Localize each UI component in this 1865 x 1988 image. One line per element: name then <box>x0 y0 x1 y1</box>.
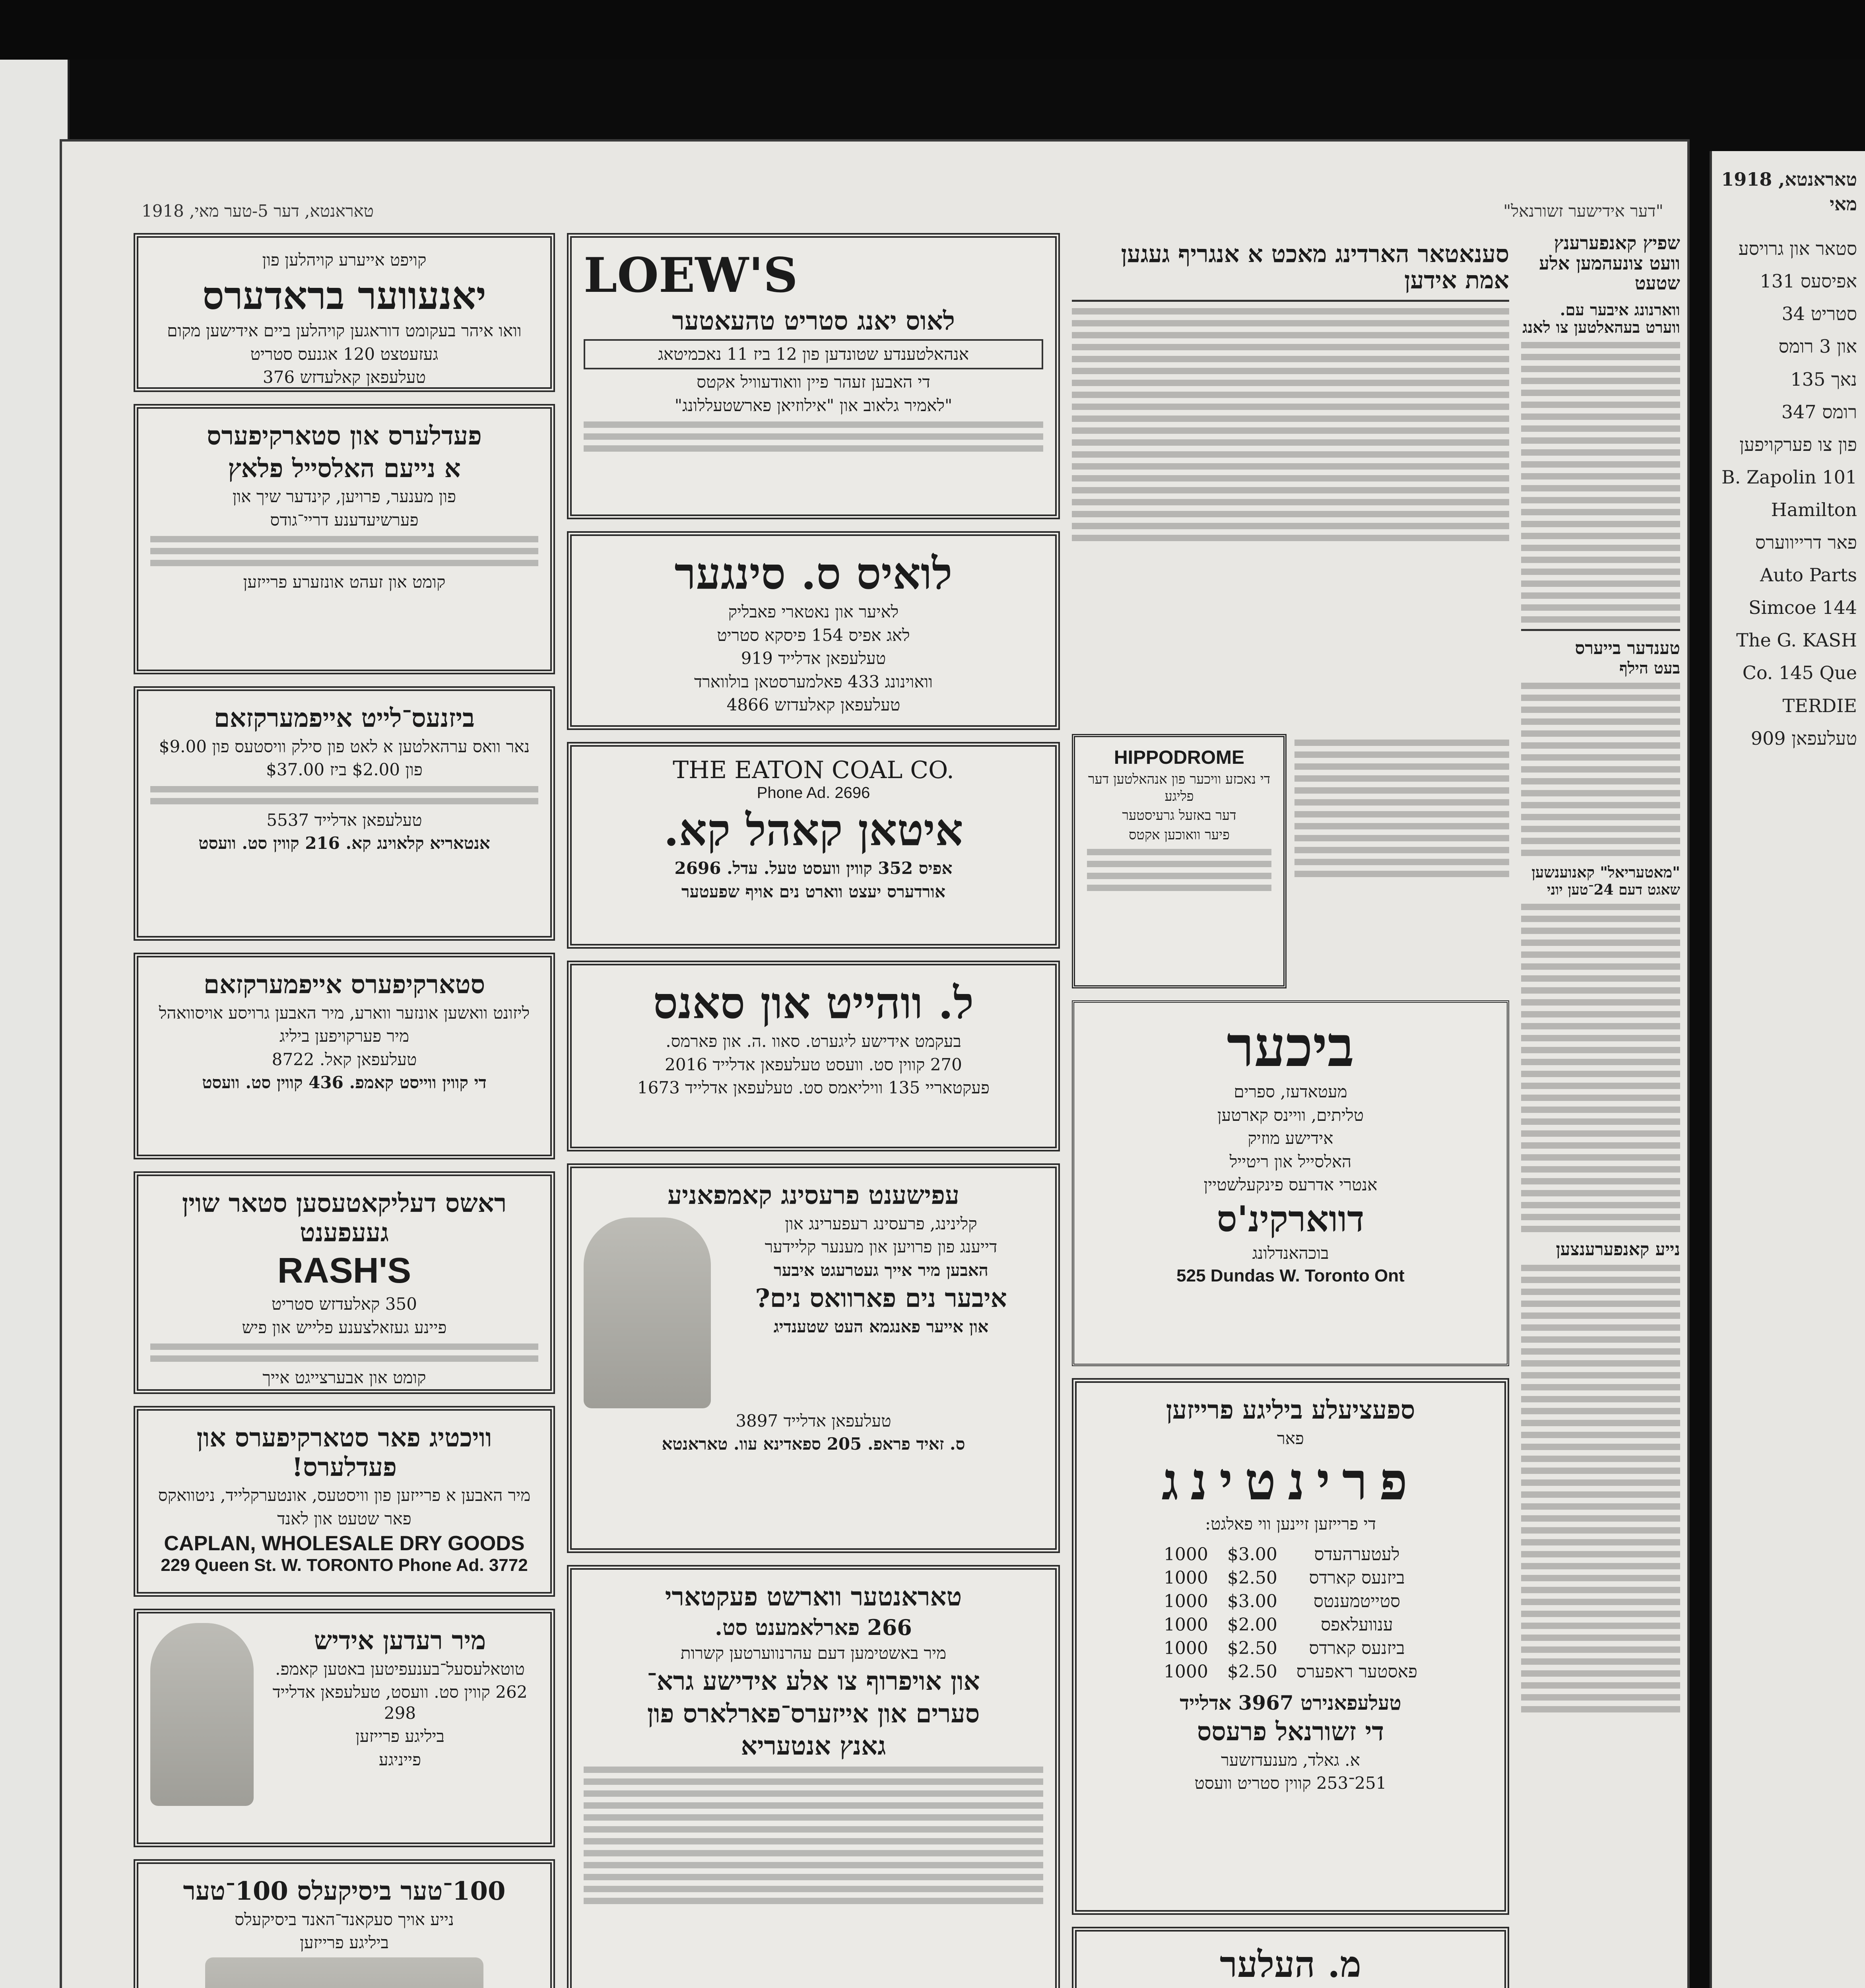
ad-line: איבער נים פארוואס נים? <box>755 1283 1007 1314</box>
ad-brand: RASH'S <box>277 1251 411 1291</box>
price-cell-qty: 1000 <box>1163 1614 1208 1635</box>
newspaper-page <box>60 139 1690 1988</box>
adjacent-line: Auto Parts <box>1760 564 1857 586</box>
ad-title: ביכער <box>1227 1014 1355 1079</box>
divider <box>1521 629 1680 631</box>
ladies-illustration <box>584 1217 711 1408</box>
ad-line: די האבען זעהר פיין וואודעוויל אקטס <box>697 372 930 392</box>
article-body <box>1521 1265 1680 1712</box>
ad-title: 100־טער ביסיקעלס 100־טער <box>183 1876 506 1906</box>
divider <box>1072 300 1509 302</box>
ad-line: קלינינג, פרעסינג רעפערינג און <box>785 1213 977 1233</box>
ad-line: 350 קאלעדזש סטריט <box>272 1294 417 1314</box>
ad-shop-name: דווארקינ'ס <box>1217 1198 1364 1240</box>
ad-line: און אויפרוף צו אלע אידישע גרא־ <box>647 1666 980 1697</box>
ad-title: לואיס ס. סינגער <box>674 548 953 599</box>
ad-footer: פייניגע <box>378 1749 421 1769</box>
price-cell-qty: 1000 <box>1163 1638 1208 1658</box>
price-cell-item: ענוועלאפס <box>1321 1614 1393 1635</box>
ad-line: וואו איהר בעקומט דוראגען קויהלען ביים אידישען מקום <box>167 321 522 341</box>
section-heading: "מאטעריאל" קאנוענשען <box>1531 863 1680 881</box>
adjacent-line: נאך 135 <box>1790 368 1857 390</box>
ad-peerless-bicycle <box>134 1859 555 1988</box>
column-ads-left <box>134 233 555 1988</box>
adjacent-page-sliver <box>1710 151 1865 1988</box>
ad-title: פעדלערס און סטארקיפערס <box>207 421 482 451</box>
adjacent-line: און 3 רומס <box>1778 336 1857 357</box>
ad-line: פון $2.00 ביז $37.00 <box>266 760 423 780</box>
girl-illustration <box>150 1623 254 1806</box>
column-articles-right <box>1521 233 1680 1988</box>
adjacent-line: TERDIE <box>1782 695 1857 716</box>
article-body <box>1294 740 1509 877</box>
ad-line: טליתים, וויינס קארטען <box>1217 1105 1364 1125</box>
column-mixed <box>1072 233 1509 1988</box>
ad-kicker: קויפט אייערע קויהלען פון <box>262 250 427 270</box>
ad-louis-singer-lawyer <box>567 531 1060 730</box>
ad-line: טעלעפאן אדלייד 919 <box>741 648 886 668</box>
article-body <box>1072 308 1509 541</box>
adjacent-line: אפיסעס 131 <box>1760 270 1857 292</box>
ad-line: אידישע מוזיק <box>1248 1128 1333 1148</box>
price-row <box>1154 1637 1427 1660</box>
price-row <box>1154 1660 1427 1683</box>
article-headline: שפיץ קאנפערענץ וועט צונעהמען אלע שטעט <box>1539 233 1680 294</box>
adjacent-page-text <box>1712 232 1865 755</box>
ad-hours-box: אנהאלטענדע שטונדען פון 12 ביז 11 נאכמיטאג <box>584 339 1043 370</box>
ad-title: יאנעווער בראדערס <box>202 273 486 318</box>
article-body <box>1521 683 1680 856</box>
ad-title: לאוס יאנג סטריט טהעאטער <box>672 306 955 336</box>
section-heading: נייע קאנפערענצען <box>1556 1239 1680 1260</box>
ad-line: פיינע געזאלצענע פלייש און פיש <box>242 1317 447 1337</box>
adjacent-line: The G. KASH <box>1736 629 1857 651</box>
price-cell-qty: 1000 <box>1163 1591 1208 1611</box>
price-cell-item: לעטערהעדס <box>1314 1544 1400 1565</box>
ad-title: סטארקיפערס אייפמערקזאם <box>204 970 485 1000</box>
ad-rashs-delicatessen <box>134 1171 555 1394</box>
article-subheadline: ווארנונג איבער עם. ווערט בעהאלטען צו לאנג <box>1522 300 1680 337</box>
price-table <box>1154 1543 1427 1683</box>
price-cell-item: ביזנעס קארדס <box>1309 1567 1405 1588</box>
price-cell-price: $3.00 <box>1227 1591 1277 1611</box>
masthead-title: "דער אידישער זשורנאל" <box>1503 201 1663 221</box>
ad-line: 270 קווין סט. וועסט טעלעפאן אדלייד 2016 <box>665 1054 962 1074</box>
adjacent-line: B. Zapolin 101 <box>1721 466 1857 488</box>
ad-line: וואוינונג 433 פאלמערסטאן בולווארד <box>694 672 933 691</box>
ad-brand: HIPPODROME <box>1114 747 1245 768</box>
ad-title: מ. העלער <box>1220 1943 1361 1986</box>
adjacent-line: Co. 145 Que <box>1742 662 1857 684</box>
ad-line: טוטאלעסעל־בענעפיטען באטען קאמפ. <box>275 1659 525 1679</box>
ad-title: ל. ווהייט און סאנס <box>653 977 974 1029</box>
ad-line: ליזונט וואשען אונזער ווארע, מיר האבען גרויסע אויסוואהל <box>159 1003 530 1023</box>
ad-line: פאר שטעט און לאנד <box>277 1508 411 1528</box>
ad-line: דער באזעל גרעיסטער <box>1122 808 1236 823</box>
ad-body-text <box>584 421 1043 452</box>
ad-brand: CAPLAN, WHOLESALE DRY GOODS <box>164 1532 525 1555</box>
ad-line: פעקטאריי 135 וויליאמס סט. טעלעפאן אדלייד 1673 <box>637 1078 990 1097</box>
price-cell-qty: 1000 <box>1163 1567 1208 1588</box>
ad-address: די קווין ווייסט קאמפ. 436 קווין סט. וועסט <box>202 1073 487 1093</box>
ad-phone: טעלעפאן קאלעדזש 376 <box>262 367 426 387</box>
ad-title: טאראנטער ווארשט פעקטארי <box>665 1582 962 1612</box>
adjacent-line: Hamilton <box>1771 499 1857 520</box>
ad-press-name: די זשורנאל פרעסס <box>1197 1717 1384 1747</box>
column-ads-center <box>567 233 1060 1988</box>
price-cell-item: סטייטמענטס <box>1313 1591 1401 1611</box>
film-margin <box>0 60 70 1988</box>
ad-address: אנטאריא קלאוינג קא. 216 קווין סט. וועסט <box>198 833 490 853</box>
ad-footer: קומט און זעהט אונזערע פרייזען <box>243 572 446 592</box>
ad-line: ביליגע פרייזען <box>300 1933 389 1953</box>
ad-printing-word: פרינטינג <box>1161 1451 1420 1512</box>
ad-title: וויכטיג פאר סטארקיפערס און פעדלערס! <box>196 1423 492 1482</box>
ad-line: לאג אפיס 154 פיסקא סטריט <box>717 625 910 645</box>
ad-phone: טעלעפאנירט 3967 אדלייד <box>1180 1691 1401 1714</box>
adjacent-line: פון צו פערקויפען <box>1739 433 1857 455</box>
price-row <box>1154 1566 1427 1590</box>
ad-line: געזעטצט 120 אגנעס סטריט <box>250 344 439 364</box>
ad-title: איטאן קאהל קא. <box>664 804 963 856</box>
ad-title: עפישענט פרעסינג קאמפאניע <box>668 1180 959 1210</box>
ad-efficient-pressing <box>567 1163 1060 1553</box>
ad-line: מיר באשטימען דעם עהרנווערטען קשרות <box>680 1643 947 1663</box>
ad-line: טעלעפאן קאלעדזש 4866 <box>726 695 900 714</box>
section-subheading: שאגט דעם 24־טען יוני <box>1547 881 1680 898</box>
ad-peddlers-storekeepers <box>134 404 555 674</box>
ad-body-text <box>150 786 538 804</box>
ad-storekeepers-attention <box>134 953 555 1159</box>
article-conference <box>1521 233 1680 1988</box>
article-column-snippet <box>1294 734 1509 988</box>
ad-phone: טעלעפאן קאל. 8722 <box>272 1049 417 1069</box>
masthead-date: טאראנטא, דער 5-טער מאי, 1918 <box>142 201 374 221</box>
ad-body-text <box>584 1767 1043 1904</box>
ad-line: פיער וואוכען אקטס <box>1129 827 1230 843</box>
ad-line: האלסייל און ריטייל <box>1229 1151 1352 1171</box>
ad-caplan-dry-goods <box>134 1406 555 1597</box>
ad-dvorkins-books <box>1072 1000 1509 1366</box>
ad-brand: THE EATON COAL CO. <box>673 756 954 784</box>
price-row <box>1154 1543 1427 1566</box>
ad-line: האבען מיר אייך געטרעגט איבער <box>774 1260 988 1280</box>
price-cell-item: פאסטער ראפערס <box>1296 1661 1418 1682</box>
ad-line: גאנץ אנטעריא <box>741 1731 886 1761</box>
price-cell-qty: 1000 <box>1163 1544 1208 1565</box>
ad-line: פון מענער, פרויען, קינדער שיך און <box>232 487 456 507</box>
ad-manager: א. גאלד, מענעדזשער <box>1221 1750 1360 1770</box>
scan-top-edge <box>0 0 1865 60</box>
ad-line: מיר האבען א פרייזען פון וויסטעס, אונטערקלייד, ניטוואקס <box>158 1485 531 1505</box>
ad-hippodrome <box>1072 734 1287 988</box>
section-heading: טענדער בייערס <box>1575 638 1680 658</box>
ad-address: 525 Dundas W. Toronto Ont <box>1176 1266 1405 1285</box>
ad-address: ס. זאיד פראפ. 205 ספאדינא עוו. טאראנטא <box>662 1434 965 1454</box>
adjacent-line: פאר דרייווערס <box>1755 532 1857 553</box>
cyclists-illustration <box>205 1957 483 1988</box>
ad-line: א נייעם האלסייל פלאץ <box>228 453 461 483</box>
adjacent-line: סטריט 34 <box>1782 303 1857 325</box>
ad-footer: קומט און אבערצייגט אייך <box>262 1368 426 1388</box>
ad-phone: טעלעפאן אדלייד 3897 <box>736 1411 891 1431</box>
ad-business-attention <box>134 686 555 941</box>
adjacent-masthead: טאראנטא, 1918 מאי <box>1721 169 1857 215</box>
ad-line: דייענג פון פרויען און מענער קליידער <box>765 1237 998 1257</box>
ad-body-text <box>150 1343 538 1362</box>
ad-journal-press-printing <box>1072 1378 1509 1915</box>
ad-eaton-coal <box>567 742 1060 949</box>
ad-line: אנטרי אדרעס פינקעלשטיין <box>1203 1175 1378 1194</box>
ad-address: 229 Queen St. W. TORONTO Phone Ad. 3772 <box>161 1555 528 1575</box>
ad-subtitle: 266 פארלאמענט סט. <box>715 1614 912 1640</box>
ad-m-heller-jeweler <box>1072 1927 1509 1988</box>
ad-line: נייע אויך סעקאנד־האנד ביסיקעלס <box>235 1909 454 1929</box>
ad-price-note: די פרייזען זיינען ווי פאלגט: <box>1205 1514 1376 1534</box>
ad-line: בעקמט אידישע ליגערט. סאוו .ה. און פארמס. <box>666 1031 961 1051</box>
ad-body-text <box>150 536 538 566</box>
ad-line: און אייער פאנגמא העט שטענדיג <box>773 1316 989 1336</box>
ad-line: אפיס 352 קווין וועסט טעל. עדל. 2696 <box>674 858 953 878</box>
adjacent-line: רומס 347 <box>1781 401 1857 423</box>
section-subheading: בעט הילף <box>1619 659 1680 678</box>
adjacent-line: 144 Simcoe <box>1749 597 1857 619</box>
ad-shop-type: בוכהאנדלונג <box>1252 1243 1329 1263</box>
price-cell-price: $2.50 <box>1227 1661 1277 1682</box>
price-cell-price: $3.00 <box>1227 1544 1277 1565</box>
price-row <box>1154 1590 1427 1613</box>
ad-loews-theatre <box>567 233 1060 519</box>
ad-line: ביליגע פרייזען <box>355 1726 444 1746</box>
price-cell-price: $2.00 <box>1227 1614 1277 1635</box>
ad-line: פערשיעדענע דריי־גודס <box>270 510 419 530</box>
adjacent-line: טעלעפאן 909 <box>1750 727 1857 749</box>
ad-line: סערים און אייזערס־פארלארס פון <box>647 1699 980 1729</box>
ad-phone: Phone Ad. 2696 <box>757 784 870 802</box>
ad-line: מעטאדעז, ספרים <box>1234 1082 1347 1101</box>
ad-line: "לאמיר גלאוב און "אילוזיאן פארשטעללונג" <box>674 395 953 415</box>
adjacent-line: סטאר און גרויסע <box>1738 238 1857 260</box>
price-cell-price: $2.50 <box>1227 1638 1277 1658</box>
article-headline: סענאטאר הארדינג מאכט א אנגריף געגען אמת אידען <box>1121 240 1509 294</box>
ad-line: אורדערס יעצט ווארט נים אויף שפעטער <box>681 881 946 901</box>
ad-we-speak-yiddish <box>134 1609 555 1847</box>
ad-toronto-sausage-factory <box>567 1565 1060 1988</box>
ad-for-label: פאר <box>1277 1428 1304 1448</box>
ad-brand: LOEW'S <box>584 247 798 303</box>
ad-title: ראשס דעליקאטעסען סטאר שוין געעפענט <box>182 1188 507 1248</box>
ad-title: מיר רעדען אידיש <box>314 1626 486 1656</box>
ad-line: מיר פערקויפען ביליג <box>279 1026 409 1046</box>
ad-title: ביזנעס־לייט אייפמערקזאם <box>213 703 475 733</box>
price-cell-item: ביזנעס קארדס <box>1309 1638 1405 1658</box>
article-harding <box>1072 233 1509 726</box>
ad-yanover-coal <box>134 233 555 392</box>
ad-title: ספעציעלע ביליגע פרייזען <box>1166 1395 1415 1425</box>
price-cell-qty: 1000 <box>1163 1661 1208 1682</box>
ad-l-white-sons <box>567 961 1060 1151</box>
ad-line: 262 קווין סט. וועסט, טעלעפאן אדלייד 298 <box>272 1682 528 1723</box>
ad-address: 251־253 קווין סטריט וועסט <box>1194 1773 1387 1793</box>
ad-phone: טעלעפאן אדלייד 5537 <box>266 810 422 830</box>
ad-line: די נאכזע וויכער פון אנהאלטען דער פליגע <box>1088 771 1271 804</box>
ad-body-text <box>1087 849 1271 891</box>
ad-line: לאיער און נאטארי פאבליק <box>728 602 899 621</box>
article-body <box>1521 342 1680 623</box>
article-body <box>1521 904 1680 1232</box>
price-cell-price: $2.50 <box>1227 1567 1277 1588</box>
ad-line: נאר וואס ערהאלטען א לאט פון סילק וויסטעס פון $9.00 <box>159 736 530 756</box>
price-row <box>1154 1613 1427 1637</box>
